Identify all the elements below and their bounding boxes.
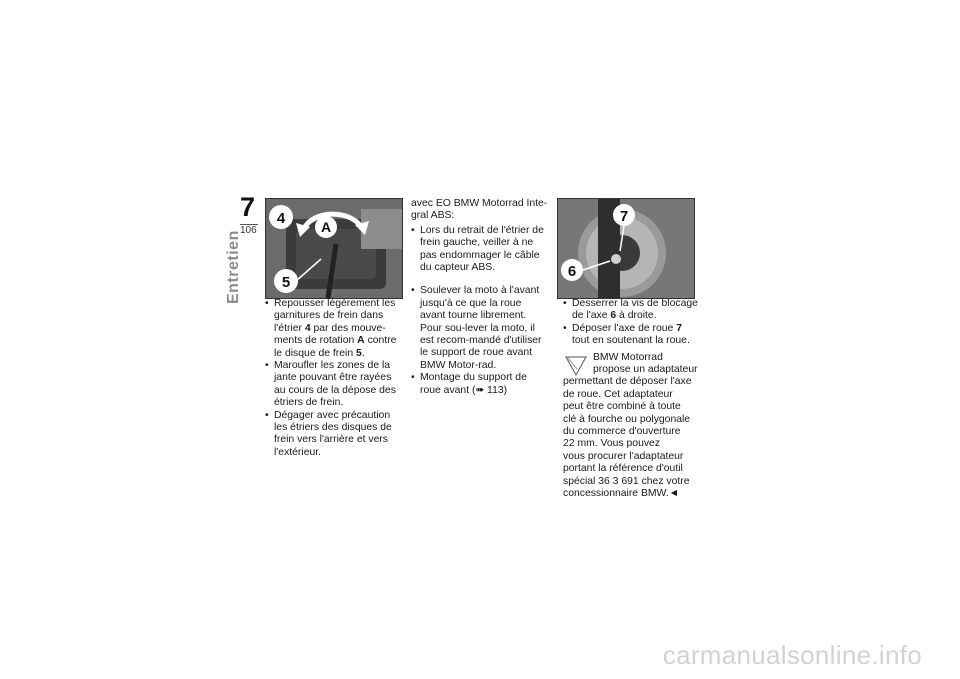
end-mark-icon: ◄ [668,488,679,500]
callout-a: A [320,219,332,235]
chapter-number: 7 [240,192,256,222]
instruction-loosen-screw: • Desserrer la vis de blocage de l'axe 6 à droite. [563,298,698,323]
callout-6: 6 [567,263,577,280]
callout-4: 4 [276,210,286,227]
arrow-icon: ➠ [475,384,485,396]
tip-note [563,352,698,501]
tip-text: permettant de déposer l'axe de roue. Cet adaptateur peut être combiné à toute clé à fourche ou polygonale du commerce d'ouverture 22 mm. Vous pouvez vous procurer l'adaptateur portant la référence d'outil spécial 36 3 691 chez votre concessionnaire BMW.◄ [563,376,692,500]
instruction-remove-calipers: • Dégager avec précaution les étriers des disques de frein vers l'arrière et vers l'extérieur. [265,410,400,460]
abs-intro: avec EO BMW Motorrad Inte-gral ABS: [411,198,548,222]
instruction-abs-cable: • Lors du retrait de l'étrier de frein gauche, veiller à ne pas endommager le câble du capteur ABS. [411,225,549,275]
callout-7: 7 [619,208,629,225]
instruction-push-pads: • Repousser légèrement les garnitures de frein dans l'étrier 4 par des mouve-ments de rotation A contre le disque de frein 5. [265,298,400,360]
instruction-mount-stand: • Montage du support de roue avant (➠ 113) [411,372,549,397]
column-right [563,298,698,501]
instruction-mask-rim: • Maroufler les zones de la jante pouvant être rayées au cours de la dépose des étriers de frein. [265,360,400,410]
chapter-side-title: Entretien [225,230,242,304]
page-number: 106 [240,225,257,236]
tip-first-line: BMW Motorrad propose un adaptateur [593,351,698,376]
instruction-lift-bike: • Soulever la moto à l'avant jusqu'à ce que la roue avant tourne librement. Pour sou-lever la moto, il est recom-mandé d'utiliser le support de roue avant BMW Motor-rad. [411,285,549,372]
column-middle [411,198,549,397]
callout-5: 5 [281,274,291,291]
tip-triangle-icon [563,354,589,378]
instruction-remove-axle: • Déposer l'axe de roue 7 tout en soutenant la roue. [563,323,698,348]
brake-caliper-photo [265,198,403,299]
wheel-axle-photo [557,198,695,299]
watermark: carmanualsonline.info [662,640,922,670]
column-left [265,298,400,459]
